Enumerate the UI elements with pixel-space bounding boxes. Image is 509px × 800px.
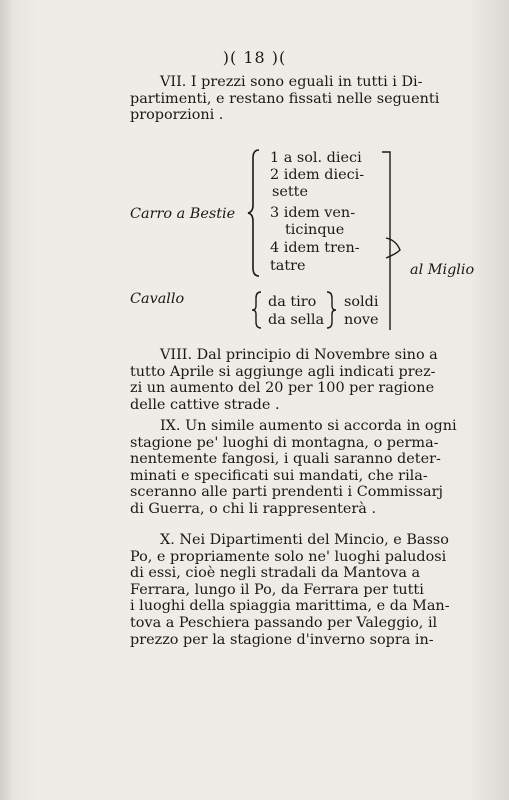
paragraph-line: IX. Un simile aumento si accorda in ogni: [160, 418, 457, 434]
paragraph-line: sceranno alle parti prendenti i Commissarj: [130, 484, 443, 501]
paragraph-line: proporzioni .: [130, 107, 224, 124]
carro-item: 4 idem tren-: [270, 240, 360, 256]
carro-label: Carro a Bestie: [130, 206, 236, 222]
page-number: )( 18 )(: [222, 48, 287, 67]
paragraph-line: tutto Aprile si aggiunge agli indicati prez-: [130, 363, 436, 380]
paragraph-line: di essi, cioè negli stradali da Mantova a: [130, 565, 421, 582]
section-viii: [130, 347, 478, 413]
paragraph-line: i luoghi della spiaggia marittima, e da Man-: [130, 598, 450, 615]
carro-item: tatre: [270, 258, 306, 274]
cavallo-left-brace-icon: [250, 290, 264, 330]
paragraph-line: tova a Peschiera passando per Valeggio, il: [130, 614, 438, 631]
carro-item: 2 idem dieci-: [270, 167, 365, 183]
paragraph-line: prezzo per la stagione d'inverno sopra in-: [130, 631, 434, 648]
cavallo-price: nove: [344, 312, 379, 328]
paragraph-line: minati e specificati sui mandati, che rila-: [130, 467, 428, 484]
carro-item: sette: [272, 184, 308, 200]
paragraph-line: di Guerra, o chi li rappresenterà .: [130, 500, 377, 517]
carro-item: 1 a sol. dieci: [270, 150, 362, 166]
cavallo-label: Cavallo: [130, 291, 185, 307]
paragraph-line: delle cattive strade .: [130, 396, 280, 413]
paragraph-line: partimenti, e restano fissati nelle seguenti: [130, 90, 440, 107]
carro-item: 3 idem ven-: [270, 205, 356, 221]
paragraph-line: stagione pe' luoghi di montagna, o perma-: [130, 434, 439, 451]
paragraph-line: Ferrara, lungo il Po, da Ferrara per tutti: [130, 581, 424, 598]
cavallo-price: soldi: [344, 294, 379, 310]
cavallo-item: da sella: [268, 312, 325, 328]
left-brace-icon: [246, 148, 262, 278]
right-bracket-icon: [380, 150, 402, 330]
paragraph-line: X. Nei Dipartimenti del Mincio, e Basso: [160, 532, 449, 548]
section-x: [130, 532, 478, 648]
section-ix: [130, 418, 478, 518]
cavallo-item: da tiro: [268, 294, 317, 310]
unit-label: al Miglio: [410, 262, 475, 278]
paragraph-line: zi un aumento del 20 per 100 per ragione: [130, 380, 435, 397]
section-vii: [130, 74, 478, 124]
carro-item: ticinque: [285, 222, 345, 238]
cavallo-right-brace-icon: [324, 290, 338, 330]
paragraph-line: nentemente fangosi, i quali saranno deter-: [130, 451, 441, 468]
paragraph-line: VIII. Dal principio di Novembre sino a: [160, 347, 438, 363]
paragraph-line: VII. I prezzi sono eguali in tutti i Di-: [160, 74, 423, 90]
paragraph-line: Po, e propriamente solo ne' luoghi paludosi: [130, 548, 447, 565]
